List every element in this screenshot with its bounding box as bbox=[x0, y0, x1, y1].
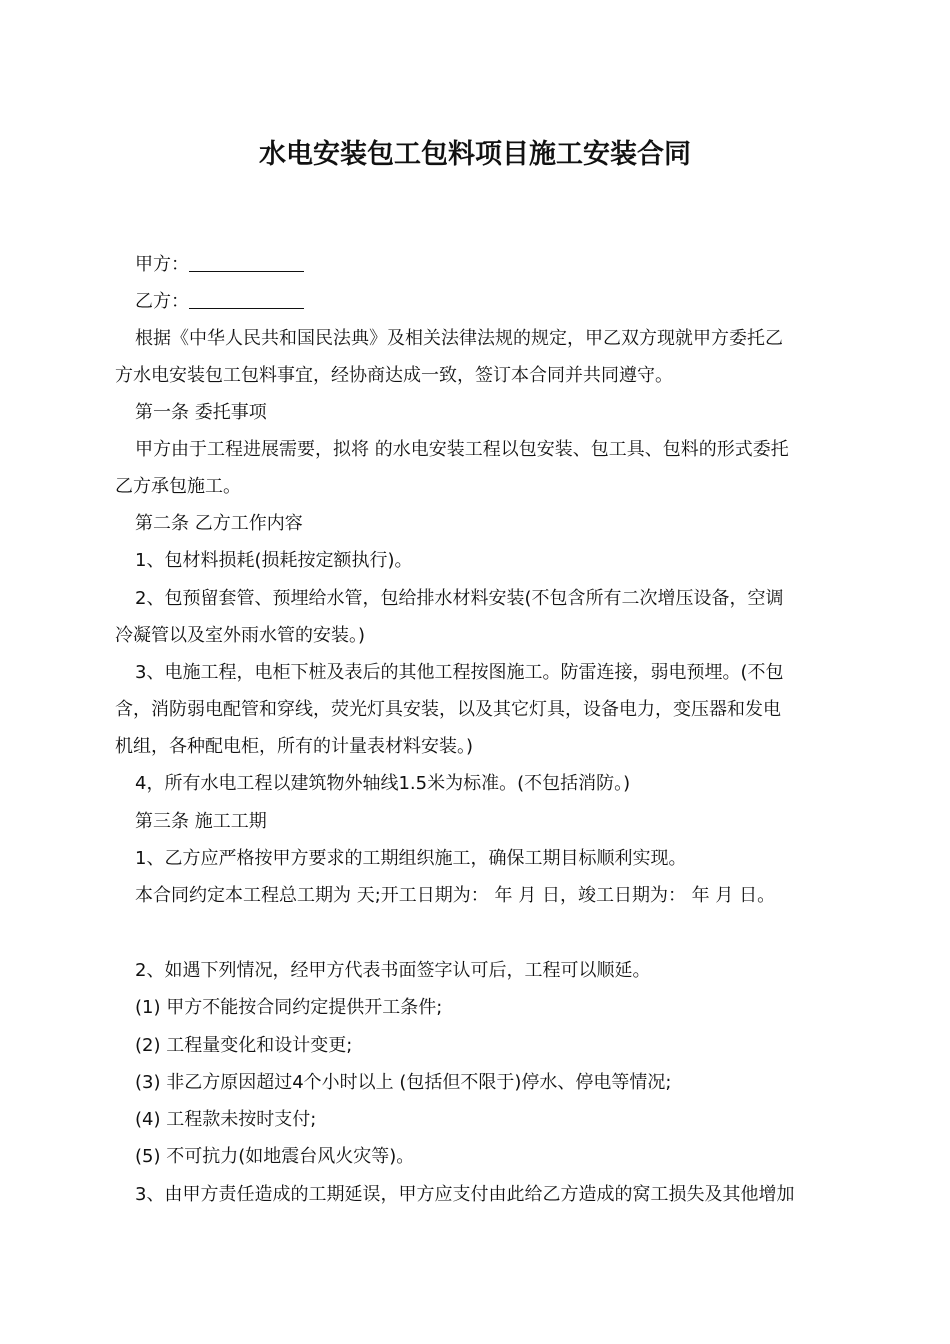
paragraph-line: 机组，各种配电柜，所有的计量表材料安装。) bbox=[115, 736, 474, 757]
paragraph-line: 含，消防弱电配管和穿线，荧光灯具安装，以及其它灯具，设备电力，变压器和发电 bbox=[115, 699, 781, 720]
paragraph-line: 1、包材料损耗(损耗按定额执行)。 bbox=[135, 550, 413, 571]
list-item: (2) 工程量变化和设计变更; bbox=[135, 1035, 353, 1056]
paragraph-line: 根据《中华人民共和国民法典》及相关法律法规的规定，甲乙双方现就甲方委托乙 bbox=[135, 328, 783, 349]
paragraph-line: 3、由甲方责任造成的工期延误，甲方应支付由此给乙方造成的窝工损失及其他增加 bbox=[135, 1184, 795, 1205]
paragraph-line: 1、乙方应严格按甲方要求的工期组织施工，确保工期目标顺利实现。 bbox=[135, 848, 687, 869]
paragraph-line: 2、包预留套管、预埋给水管，包给排水材料安装(不包含所有二次增压设备，空调 bbox=[135, 588, 784, 609]
section-heading: 第一条 委托事项 bbox=[135, 402, 267, 423]
page-title: 水电安装包工包料项目施工安装合同 bbox=[259, 139, 691, 170]
section-heading: 第二条 乙方工作内容 bbox=[135, 513, 303, 534]
list-item: (4) 工程款未按时支付; bbox=[135, 1109, 317, 1130]
list-item: (3) 非乙方原因超过4个小时以上 (包括但不限于)停水、停电等情况; bbox=[135, 1072, 672, 1093]
paragraph-line: 冷凝管以及室外雨水管的安装。) bbox=[115, 625, 366, 646]
paragraph-line: 本合同约定本工程总工期为 天;开工日期为： 年 月 日，竣工日期为： 年 月 日。 bbox=[135, 885, 776, 906]
party-b-label: 乙方： bbox=[135, 291, 189, 312]
list-item: (5) 不可抗力(如地震台风火灾等)。 bbox=[135, 1146, 415, 1167]
party-a-label: 甲方： bbox=[135, 254, 189, 275]
paragraph-line: 方水电安装包工包料事宜，经协商达成一致，签订本合同并共同遵守。 bbox=[115, 365, 673, 386]
party-a-line bbox=[135, 253, 304, 277]
section-heading: 第三条 施工工期 bbox=[135, 811, 267, 832]
paragraph-line: 2、如遇下列情况，经甲方代表书面签字认可后，工程可以顺延。 bbox=[135, 960, 651, 981]
party-b-line bbox=[135, 290, 304, 314]
list-item: (1) 甲方不能按合同约定提供开工条件; bbox=[135, 997, 443, 1018]
paragraph-line: 4，所有水电工程以建筑物外轴线1.5米为标准。(不包括消防。) bbox=[135, 773, 631, 794]
party-b-blank bbox=[189, 292, 304, 309]
paragraph-line: 甲方由于工程进展需要，拟将 的水电安装工程以包安装、包工具、包料的形式委托 bbox=[135, 439, 789, 460]
paragraph-line: 3、电施工程，电柜下桩及表后的其他工程按图施工。防雷连接，弱电预埋。(不包 bbox=[135, 662, 784, 683]
party-a-blank bbox=[189, 255, 304, 272]
paragraph-line: 乙方承包施工。 bbox=[115, 476, 241, 497]
